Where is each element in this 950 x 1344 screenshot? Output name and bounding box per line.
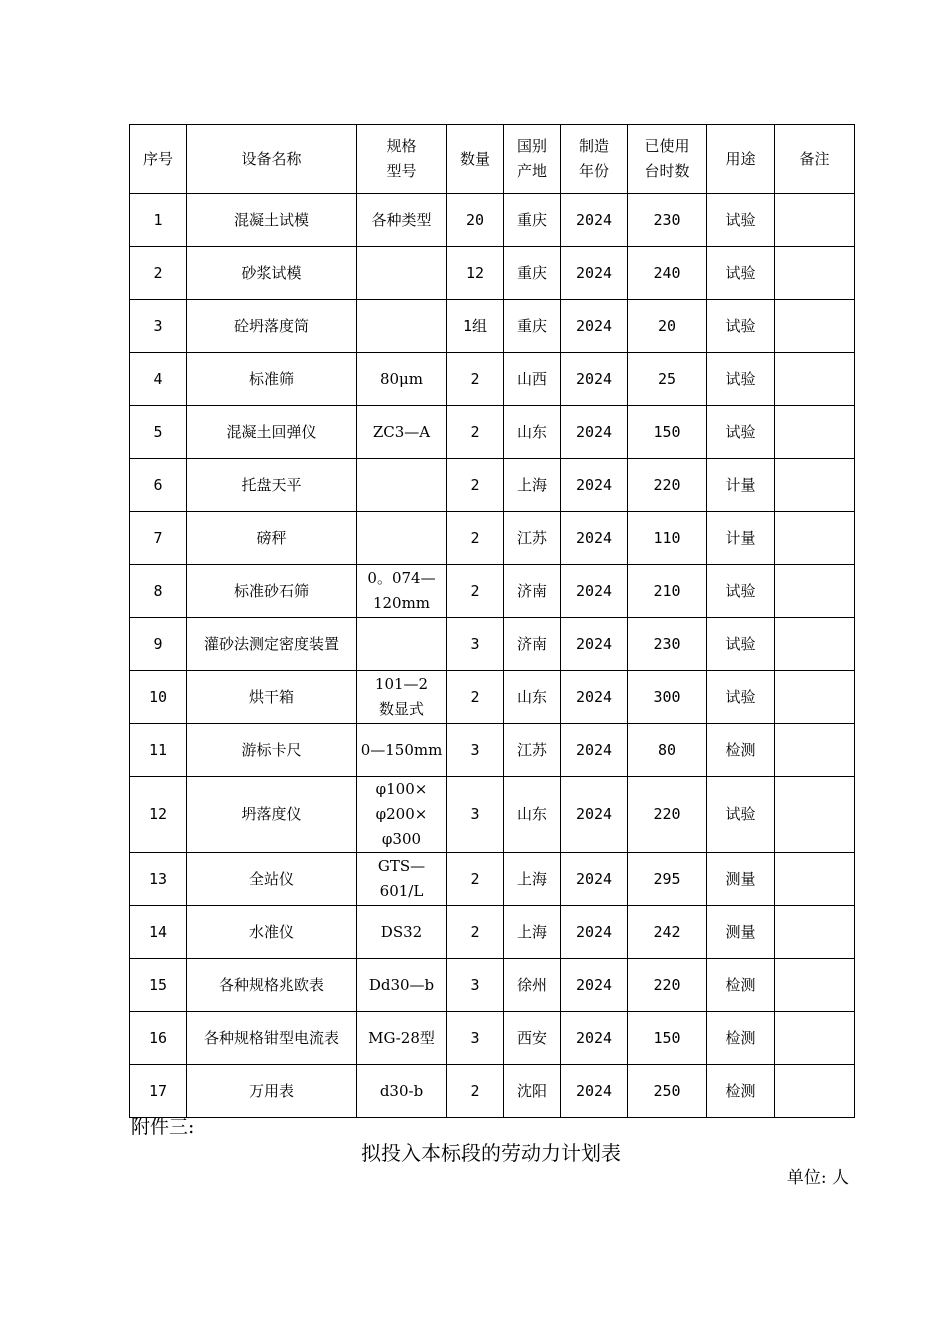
table-cell: 2024 bbox=[561, 1065, 628, 1118]
table-cell: 试验 bbox=[707, 194, 775, 247]
table-cell bbox=[775, 959, 855, 1012]
table-cell: 混凝土试模 bbox=[187, 194, 357, 247]
table-cell: 3 bbox=[447, 724, 504, 777]
table-cell: GTS— 601/L bbox=[357, 853, 447, 906]
table-cell bbox=[775, 300, 855, 353]
table-cell: 13 bbox=[130, 853, 187, 906]
table-cell: 上海 bbox=[504, 853, 561, 906]
table-cell: 重庆 bbox=[504, 194, 561, 247]
table-cell: 2 bbox=[447, 512, 504, 565]
table-cell: 试验 bbox=[707, 618, 775, 671]
table-row bbox=[130, 194, 855, 247]
table-cell: 1组 bbox=[447, 300, 504, 353]
table-cell: 沈阳 bbox=[504, 1065, 561, 1118]
table-cell: 9 bbox=[130, 618, 187, 671]
table-cell: 2 bbox=[447, 353, 504, 406]
table-cell bbox=[775, 512, 855, 565]
table-cell: 检测 bbox=[707, 1065, 775, 1118]
table-cell: 游标卡尺 bbox=[187, 724, 357, 777]
table-cell: d30-b bbox=[357, 1065, 447, 1118]
table-cell: 重庆 bbox=[504, 247, 561, 300]
header-cell: 数量 bbox=[447, 125, 504, 194]
table-row bbox=[130, 777, 855, 853]
table-row bbox=[130, 671, 855, 724]
table-row bbox=[130, 565, 855, 618]
table-cell bbox=[775, 853, 855, 906]
table-cell bbox=[357, 300, 447, 353]
table-cell: 17 bbox=[130, 1065, 187, 1118]
table-cell: 试验 bbox=[707, 565, 775, 618]
table-cell: 0。074— 120mm bbox=[357, 565, 447, 618]
table-cell: 山东 bbox=[504, 406, 561, 459]
table-cell bbox=[775, 353, 855, 406]
header-cell: 设备名称 bbox=[187, 125, 357, 194]
table-cell: 10 bbox=[130, 671, 187, 724]
table-cell: 测量 bbox=[707, 906, 775, 959]
table-cell: 上海 bbox=[504, 906, 561, 959]
table-cell bbox=[775, 724, 855, 777]
table-row bbox=[130, 353, 855, 406]
table-cell: 14 bbox=[130, 906, 187, 959]
table-cell: 各种规格钳型电流表 bbox=[187, 1012, 357, 1065]
table-cell: φ100× φ200× φ300 bbox=[357, 777, 447, 853]
table-cell: 16 bbox=[130, 1012, 187, 1065]
table-cell: 各种类型 bbox=[357, 194, 447, 247]
table-cell: 检测 bbox=[707, 959, 775, 1012]
table-cell: 标准砂石筛 bbox=[187, 565, 357, 618]
table-cell: 试验 bbox=[707, 247, 775, 300]
table-cell: 3 bbox=[447, 618, 504, 671]
table-cell: 101—2 数显式 bbox=[357, 671, 447, 724]
table-cell: 210 bbox=[628, 565, 707, 618]
table-cell: 托盘天平 bbox=[187, 459, 357, 512]
header-cell: 已使用 台时数 bbox=[628, 125, 707, 194]
table-cell: 3 bbox=[447, 777, 504, 853]
table-cell: 300 bbox=[628, 671, 707, 724]
table-cell: 220 bbox=[628, 777, 707, 853]
table-cell: 2024 bbox=[561, 565, 628, 618]
table-cell: 2024 bbox=[561, 777, 628, 853]
table-cell: 20 bbox=[447, 194, 504, 247]
table-cell: 240 bbox=[628, 247, 707, 300]
table-cell: 110 bbox=[628, 512, 707, 565]
table-cell bbox=[775, 406, 855, 459]
table-row bbox=[130, 853, 855, 906]
table-cell bbox=[775, 1012, 855, 1065]
table-cell: 试验 bbox=[707, 353, 775, 406]
table-cell: 万用表 bbox=[187, 1065, 357, 1118]
table-cell: 标准筛 bbox=[187, 353, 357, 406]
table-cell: 2 bbox=[447, 565, 504, 618]
table-cell: 12 bbox=[130, 777, 187, 853]
table-header-row bbox=[130, 125, 855, 194]
table-row bbox=[130, 1065, 855, 1118]
table-cell: 2024 bbox=[561, 406, 628, 459]
plan-title: 拟投入本标段的劳动力计划表 bbox=[361, 1141, 621, 1165]
table-cell: 2024 bbox=[561, 1012, 628, 1065]
table-cell: 80μm bbox=[357, 353, 447, 406]
table-cell: 2024 bbox=[561, 459, 628, 512]
table-cell: MG-28型 bbox=[357, 1012, 447, 1065]
table-cell: 2024 bbox=[561, 353, 628, 406]
table-cell bbox=[775, 194, 855, 247]
table-cell: 济南 bbox=[504, 618, 561, 671]
table-cell: 2 bbox=[130, 247, 187, 300]
table-cell: 5 bbox=[130, 406, 187, 459]
table-cell bbox=[775, 777, 855, 853]
table-cell: 2 bbox=[447, 853, 504, 906]
table-cell: 4 bbox=[130, 353, 187, 406]
table-cell: 山东 bbox=[504, 777, 561, 853]
table-cell: 2024 bbox=[561, 618, 628, 671]
table-cell: 1 bbox=[130, 194, 187, 247]
table-cell: 试验 bbox=[707, 777, 775, 853]
header-cell: 规格 型号 bbox=[357, 125, 447, 194]
equipment-table bbox=[129, 124, 855, 1118]
table-cell: 2 bbox=[447, 459, 504, 512]
table-cell: 测量 bbox=[707, 853, 775, 906]
header-cell: 备注 bbox=[775, 125, 855, 194]
table-cell: 检测 bbox=[707, 724, 775, 777]
table-cell: 2024 bbox=[561, 724, 628, 777]
table-row bbox=[130, 959, 855, 1012]
table-cell: 济南 bbox=[504, 565, 561, 618]
table-cell: 230 bbox=[628, 618, 707, 671]
table-cell: 150 bbox=[628, 1012, 707, 1065]
table-row bbox=[130, 512, 855, 565]
table-cell bbox=[357, 618, 447, 671]
table-cell: 0—150mm bbox=[357, 724, 447, 777]
table-cell: 295 bbox=[628, 853, 707, 906]
table-cell: 烘干箱 bbox=[187, 671, 357, 724]
table-cell: 220 bbox=[628, 459, 707, 512]
table-cell: 3 bbox=[447, 1012, 504, 1065]
table-cell bbox=[775, 906, 855, 959]
table-cell: ZC3—A bbox=[357, 406, 447, 459]
table-cell: 150 bbox=[628, 406, 707, 459]
table-cell: 砂浆试模 bbox=[187, 247, 357, 300]
table-cell: 水准仪 bbox=[187, 906, 357, 959]
table-cell: 江苏 bbox=[504, 724, 561, 777]
table-cell: 8 bbox=[130, 565, 187, 618]
table-cell: 250 bbox=[628, 1065, 707, 1118]
table-cell: 江苏 bbox=[504, 512, 561, 565]
table-cell: 试验 bbox=[707, 406, 775, 459]
appendix-label: 附件三: bbox=[131, 1116, 195, 1138]
table-cell: 15 bbox=[130, 959, 187, 1012]
table-cell: 试验 bbox=[707, 671, 775, 724]
table-cell: 2 bbox=[447, 1065, 504, 1118]
table-cell: 2 bbox=[447, 406, 504, 459]
table-cell: 山东 bbox=[504, 671, 561, 724]
table-cell bbox=[357, 459, 447, 512]
table-cell: 灌砂法测定密度装置 bbox=[187, 618, 357, 671]
table-cell: 重庆 bbox=[504, 300, 561, 353]
table-cell: 2 bbox=[447, 906, 504, 959]
table-cell: 7 bbox=[130, 512, 187, 565]
table-row bbox=[130, 300, 855, 353]
table-cell: 2024 bbox=[561, 194, 628, 247]
table-cell: 计量 bbox=[707, 512, 775, 565]
table-cell: 2024 bbox=[561, 906, 628, 959]
unit-label: 单位: 人 bbox=[786, 1168, 849, 1188]
table-cell: 12 bbox=[447, 247, 504, 300]
table-cell: 2024 bbox=[561, 512, 628, 565]
table-cell: 6 bbox=[130, 459, 187, 512]
table-cell: Dd30—b bbox=[357, 959, 447, 1012]
table-cell: 2024 bbox=[561, 853, 628, 906]
table-row bbox=[130, 906, 855, 959]
table-cell: 25 bbox=[628, 353, 707, 406]
table-cell: 砼坍落度筒 bbox=[187, 300, 357, 353]
table-cell bbox=[775, 618, 855, 671]
table-cell bbox=[775, 459, 855, 512]
table-cell: 磅秤 bbox=[187, 512, 357, 565]
table-cell: 各种规格兆欧表 bbox=[187, 959, 357, 1012]
table-row bbox=[130, 406, 855, 459]
table-cell: DS32 bbox=[357, 906, 447, 959]
table-cell: 2024 bbox=[561, 671, 628, 724]
table-cell bbox=[775, 247, 855, 300]
table-body bbox=[130, 194, 855, 1118]
table-cell: 2 bbox=[447, 671, 504, 724]
table-cell bbox=[775, 671, 855, 724]
table-cell: 上海 bbox=[504, 459, 561, 512]
table-cell: 230 bbox=[628, 194, 707, 247]
table-cell: 检测 bbox=[707, 1012, 775, 1065]
table-cell: 全站仪 bbox=[187, 853, 357, 906]
table-cell bbox=[775, 1065, 855, 1118]
table-cell: 2024 bbox=[561, 959, 628, 1012]
table-row bbox=[130, 618, 855, 671]
table-cell: 西安 bbox=[504, 1012, 561, 1065]
table-cell bbox=[357, 247, 447, 300]
table-cell bbox=[357, 512, 447, 565]
table-row bbox=[130, 724, 855, 777]
table-cell: 坍落度仪 bbox=[187, 777, 357, 853]
header-cell: 用途 bbox=[707, 125, 775, 194]
table-row bbox=[130, 459, 855, 512]
table-cell: 242 bbox=[628, 906, 707, 959]
table-cell bbox=[775, 565, 855, 618]
table-cell: 220 bbox=[628, 959, 707, 1012]
header-cell: 序号 bbox=[130, 125, 187, 194]
table-cell: 山西 bbox=[504, 353, 561, 406]
table-cell: 2024 bbox=[561, 247, 628, 300]
table-cell: 11 bbox=[130, 724, 187, 777]
header-cell: 制造 年份 bbox=[561, 125, 628, 194]
table-cell: 80 bbox=[628, 724, 707, 777]
table-cell: 试验 bbox=[707, 300, 775, 353]
table-cell: 混凝土回弹仪 bbox=[187, 406, 357, 459]
header-cell: 国别 产地 bbox=[504, 125, 561, 194]
table-cell: 计量 bbox=[707, 459, 775, 512]
table-cell: 3 bbox=[447, 959, 504, 1012]
table-cell: 2024 bbox=[561, 300, 628, 353]
table-cell: 3 bbox=[130, 300, 187, 353]
table-cell: 徐州 bbox=[504, 959, 561, 1012]
table-row bbox=[130, 247, 855, 300]
table-cell: 20 bbox=[628, 300, 707, 353]
table-row bbox=[130, 1012, 855, 1065]
